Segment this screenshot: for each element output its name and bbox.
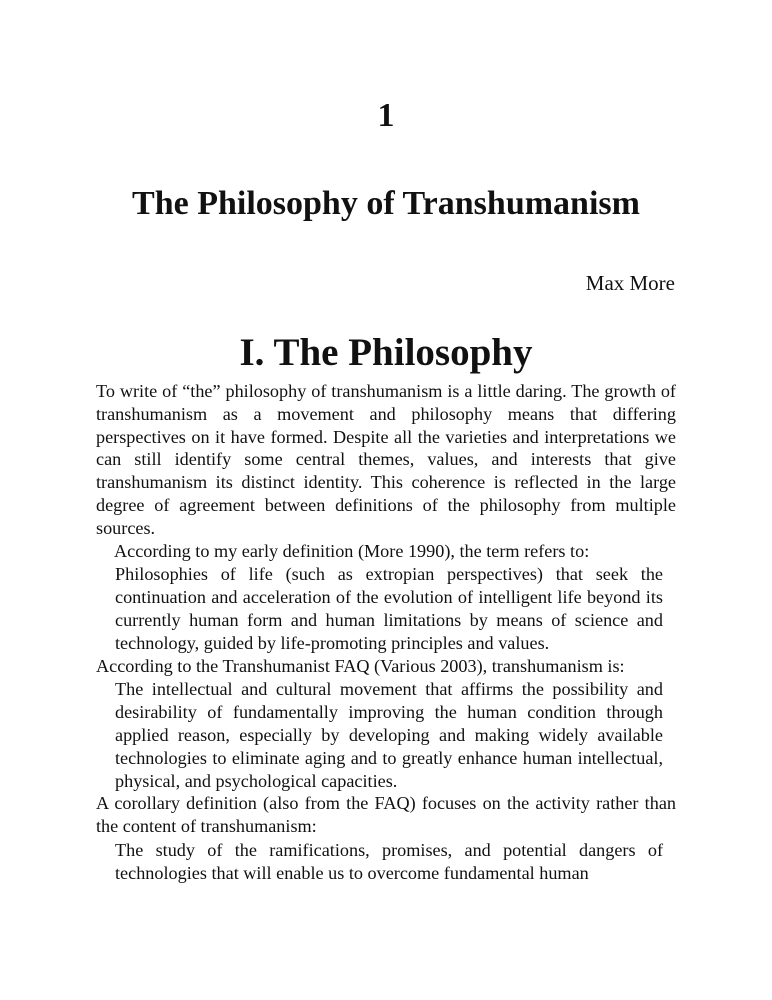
section-heading: I. The Philosophy [239, 331, 533, 374]
paragraph-faq-definition: According to the Transhumanist FAQ (Various 2003), transhumanism is: [96, 655, 625, 676]
body-text [96, 380, 676, 885]
chapter-title: The Philosophy of Transhumanism [132, 185, 640, 222]
block-quote-faq-definition: The intellectual and cultural movement that affirms the possibility and desirability of fundamentally improving the human condition through applied reason, especially by developing and making widely available technologies to eliminate aging and to greatly enhance human intellectual, physical, and psychological capacities. [115, 679, 663, 791]
author-name: Max More [585, 271, 675, 295]
chapter-number: 1 [377, 97, 395, 134]
block-quote-corollary-definition: The study of the ramifications, promises, and potential dangers of technologies that will enable us to overcome fundamental human [115, 839, 663, 883]
paragraph-corollary-definition: A corollary definition (also from the FAQ) focuses on the activity rather than the content of transhumanism: [96, 793, 676, 837]
block-quote-early-definition: Philosophies of life (such as extropian perspectives) that seek the continuation and acceleration of the evolution of intelligent life beyond its currently human form and human limitations by means of science and technology, guided by life-promoting principles and values. [115, 564, 663, 653]
paragraph-intro: To write of “the” philosophy of transhumanism is a little daring. The growth of transhumanism as a movement and philosophy means that differing perspectives on it have formed. Despite all the varieties and interpretations we can still identify some central themes, values, and interests that give transhumanism its distinct identity. This coherence is reflected in the large degree of agreement between definitions of the philosophy from multiple sources. [96, 381, 676, 538]
paragraph-early-definition: According to my early definition (More 1990), the term refers to: [114, 540, 590, 561]
